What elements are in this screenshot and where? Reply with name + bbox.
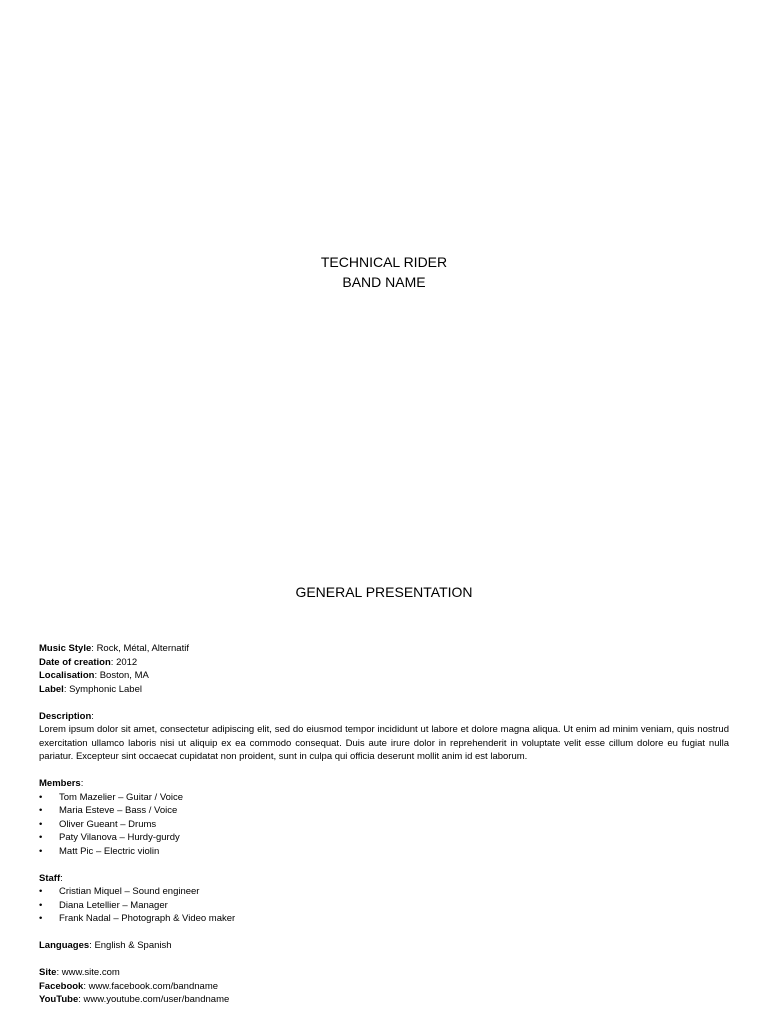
- languages-row: [39, 939, 729, 953]
- members-heading: [39, 777, 729, 791]
- facebook-label: Facebook: [39, 980, 84, 992]
- members-list: [39, 791, 729, 859]
- staff-heading: [39, 872, 729, 886]
- bullet-icon: •: [39, 818, 43, 830]
- separator: :: [60, 872, 63, 884]
- title-block: [0, 252, 768, 292]
- document-title: TECHNICAL RIDER: [320, 254, 448, 270]
- members-label: Members: [39, 778, 81, 789]
- separator: :: [89, 940, 92, 951]
- label-value: Symphonic Label: [69, 683, 142, 695]
- site-link[interactable]: www.site.com: [61, 967, 120, 978]
- localisation-row: [39, 669, 729, 683]
- facebook-row: [39, 980, 729, 994]
- list-item: [39, 885, 729, 899]
- facebook-link[interactable]: www.facebook.com/bandname: [88, 980, 219, 992]
- date-value: 2012: [116, 656, 138, 668]
- description-text: Lorem ipsum dolor sit amet, consectetur adipiscing elit, sed do eiusmod tempor incididunt ut labore et dolore magna aliqua. Ut enim ad minim veniam, quis nostrud exercitation ullamco laboris nisi ut aliquip ex ea commodo consequat. Duis aute irure dolor in reprehenderit in voluptate velit esse cillum dolore eu fugiat nulla pariatur. Excepteur sint occaecat cupidatat non proident, sunt in culpa qui officia deserunt mollit anim id est laborum.: [39, 724, 729, 762]
- youtube-row: [39, 993, 729, 1007]
- separator: :: [63, 683, 67, 695]
- site-label: Site: [39, 967, 57, 978]
- list-item: [39, 912, 729, 926]
- bullet-icon: •: [39, 805, 43, 816]
- music-style-value: Rock, Métal, Alternatif: [96, 643, 189, 654]
- list-item: [39, 845, 729, 859]
- member-text: Oliver Gueant – Drums: [59, 818, 157, 830]
- separator: :: [91, 710, 94, 722]
- bullet-icon: •: [39, 899, 43, 911]
- date-label: Date of creation: [39, 656, 111, 668]
- staff-list: [39, 885, 729, 926]
- languages-label: Languages: [39, 940, 90, 951]
- list-item: [39, 831, 729, 845]
- site-row: [39, 966, 729, 980]
- staff-label: Staff: [39, 872, 61, 884]
- youtube-label: YouTube: [39, 994, 79, 1005]
- list-item: [39, 804, 729, 818]
- spacer: [39, 953, 729, 967]
- bullet-icon: •: [39, 886, 43, 897]
- bullet-icon: •: [39, 845, 43, 857]
- list-item: [39, 791, 729, 805]
- bullet-icon: •: [39, 791, 43, 803]
- youtube-link[interactable]: www.youtube.com/user/bandname: [83, 994, 230, 1005]
- spacer: [39, 764, 729, 778]
- music-style-row: [39, 642, 729, 656]
- list-item: [39, 818, 729, 832]
- label-label: Label: [39, 683, 64, 695]
- presentation-content: [39, 642, 729, 1007]
- bullet-icon: •: [39, 832, 43, 843]
- spacer: [39, 858, 729, 872]
- separator: :: [83, 980, 86, 992]
- separator: :: [91, 643, 94, 654]
- member-text: Matt Pic – Electric violin: [59, 845, 160, 857]
- band-name: BAND NAME: [342, 274, 426, 290]
- staff-text: Cristian Miquel – Sound engineer: [59, 886, 200, 897]
- localisation-value: Boston, MA: [99, 670, 149, 681]
- staff-text: Frank Nadal – Photograph & Video maker: [59, 913, 236, 924]
- description-label: Description: [39, 710, 92, 722]
- separator: :: [80, 778, 84, 789]
- description-heading: [39, 710, 729, 724]
- separator: :: [56, 967, 60, 978]
- member-text: Maria Esteve – Bass / Voice: [59, 805, 178, 816]
- label-row: [39, 683, 729, 697]
- spacer: [39, 696, 729, 710]
- localisation-label: Localisation: [39, 670, 95, 681]
- staff-text: Diana Letellier – Manager: [59, 899, 168, 911]
- list-item: [39, 899, 729, 913]
- spacer: [39, 926, 729, 940]
- separator: :: [94, 670, 98, 681]
- section-heading: GENERAL PRESENTATION: [295, 584, 473, 600]
- separator: :: [110, 656, 114, 668]
- member-text: Tom Mazelier – Guitar / Voice: [59, 791, 184, 803]
- bullet-icon: •: [39, 913, 43, 924]
- date-row: [39, 656, 729, 670]
- languages-value: English & Spanish: [94, 940, 172, 951]
- member-text: Paty Vilanova – Hurdy-gurdy: [59, 832, 180, 843]
- music-style-label: Music Style: [39, 643, 92, 654]
- separator: :: [78, 994, 81, 1005]
